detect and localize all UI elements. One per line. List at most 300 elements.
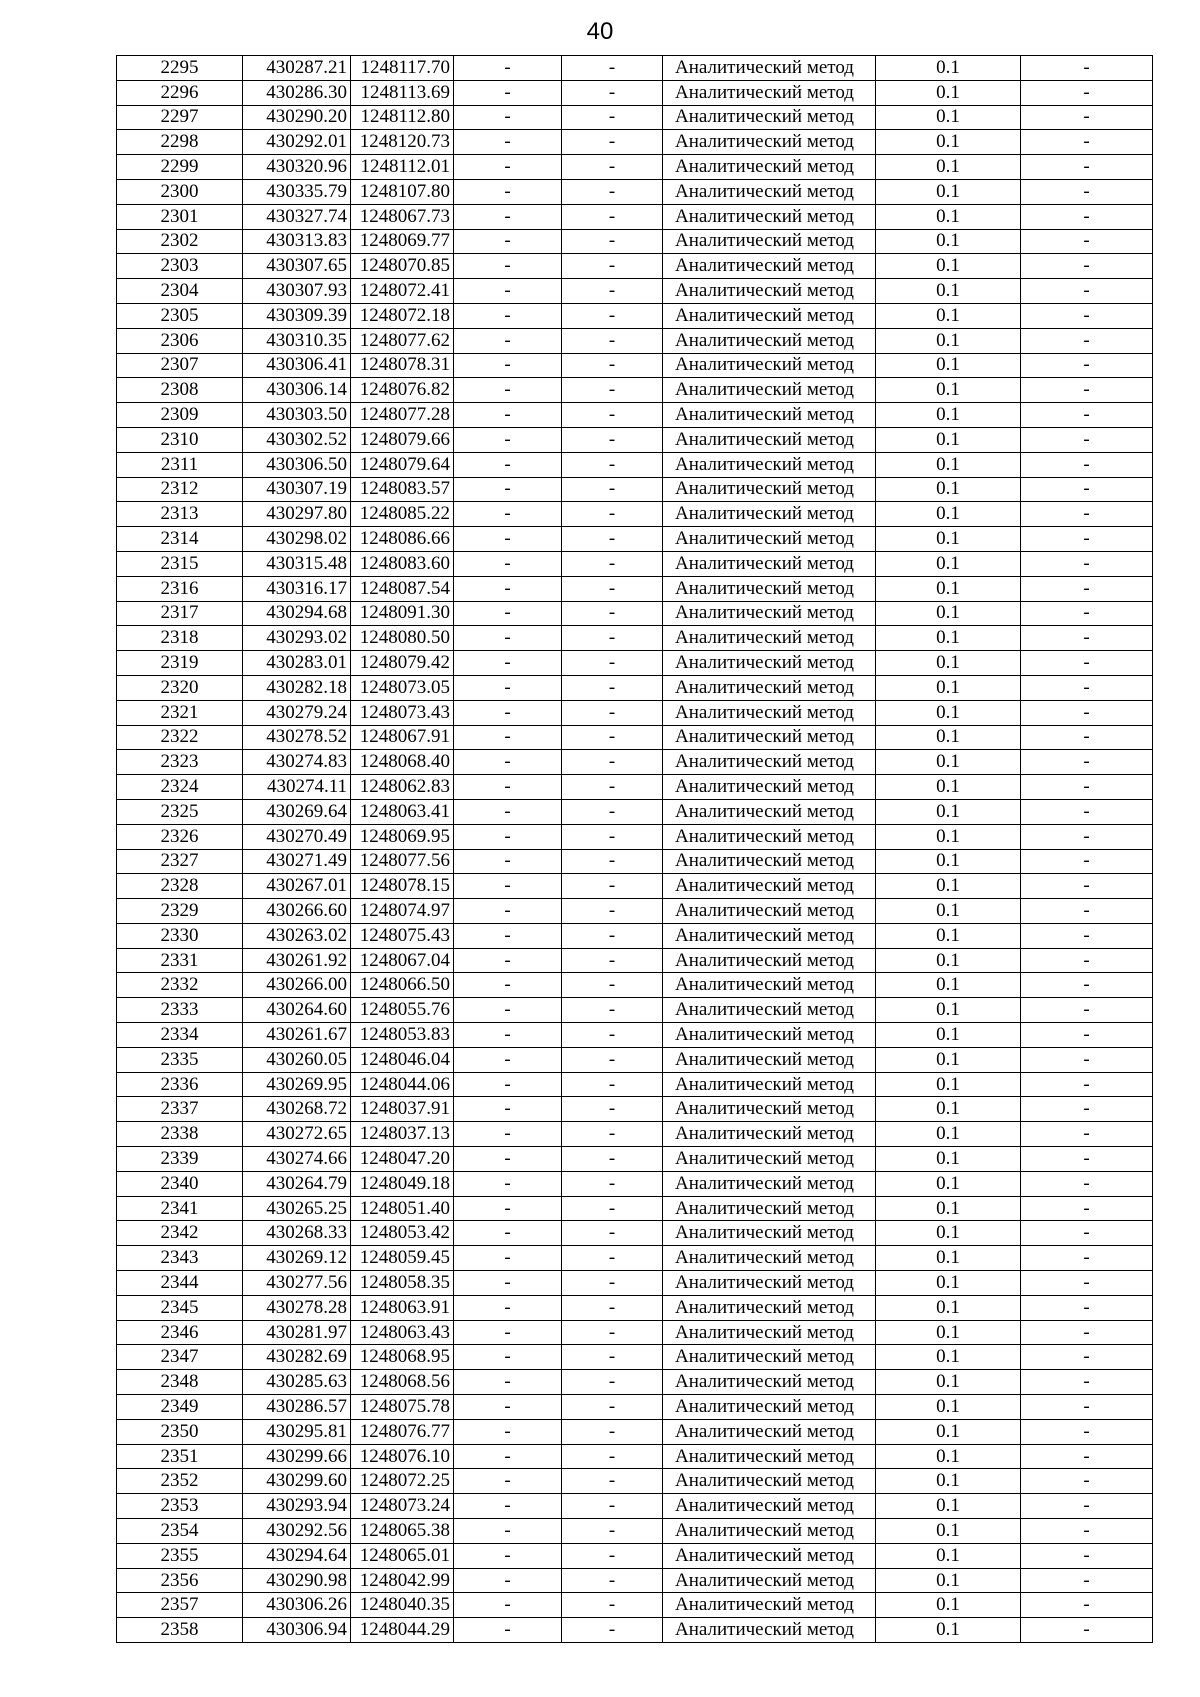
column-4-cell: - (454, 675, 562, 700)
column-8-cell: - (1021, 279, 1153, 304)
point-number-cell: 2338 (117, 1122, 243, 1147)
y-coordinate-cell: 1248065.01 (351, 1543, 454, 1568)
x-coordinate-cell: 430299.66 (243, 1444, 351, 1469)
column-5-cell: - (562, 601, 663, 626)
method-cell: Аналитический метод (663, 179, 876, 204)
x-coordinate-cell: 430307.65 (243, 254, 351, 279)
accuracy-cell: 0.1 (876, 923, 1021, 948)
column-8-cell: - (1021, 700, 1153, 725)
x-coordinate-cell: 430282.18 (243, 675, 351, 700)
point-number-cell: 2354 (117, 1519, 243, 1544)
column-4-cell: - (454, 403, 562, 428)
method-cell: Аналитический метод (663, 403, 876, 428)
accuracy-cell: 0.1 (876, 1122, 1021, 1147)
x-coordinate-cell: 430267.01 (243, 874, 351, 899)
column-5-cell: - (562, 824, 663, 849)
table-row (117, 799, 1153, 824)
column-8-cell: - (1021, 56, 1153, 81)
accuracy-cell: 0.1 (876, 1494, 1021, 1519)
accuracy-cell: 0.1 (876, 750, 1021, 775)
column-8-cell: - (1021, 824, 1153, 849)
method-cell: Аналитический метод (663, 56, 876, 81)
x-coordinate-cell: 430264.60 (243, 998, 351, 1023)
x-coordinate-cell: 430274.66 (243, 1147, 351, 1172)
table-row (117, 254, 1153, 279)
point-number-cell: 2337 (117, 1097, 243, 1122)
point-number-cell: 2353 (117, 1494, 243, 1519)
method-cell: Аналитический метод (663, 1147, 876, 1172)
x-coordinate-cell: 430269.95 (243, 1072, 351, 1097)
table-row (117, 353, 1153, 378)
x-coordinate-cell: 430268.72 (243, 1097, 351, 1122)
point-number-cell: 2316 (117, 576, 243, 601)
coordinates-table (116, 55, 1153, 1643)
method-cell: Аналитический метод (663, 130, 876, 155)
column-8-cell: - (1021, 179, 1153, 204)
accuracy-cell: 0.1 (876, 1419, 1021, 1444)
accuracy-cell: 0.1 (876, 1345, 1021, 1370)
column-4-cell: - (454, 1171, 562, 1196)
point-number-cell: 2313 (117, 502, 243, 527)
table-row (117, 651, 1153, 676)
table-row (117, 229, 1153, 254)
column-5-cell: - (562, 675, 663, 700)
column-5-cell: - (562, 105, 663, 130)
column-4-cell: - (454, 1345, 562, 1370)
column-4-cell: - (454, 1072, 562, 1097)
point-number-cell: 2317 (117, 601, 243, 626)
method-cell: Аналитический метод (663, 626, 876, 651)
method-cell: Аналитический метод (663, 1593, 876, 1618)
accuracy-cell: 0.1 (876, 328, 1021, 353)
x-coordinate-cell: 430278.28 (243, 1295, 351, 1320)
y-coordinate-cell: 1248075.78 (351, 1395, 454, 1420)
method-cell: Аналитический метод (663, 923, 876, 948)
table-row (117, 1023, 1153, 1048)
point-number-cell: 2347 (117, 1345, 243, 1370)
column-8-cell: - (1021, 576, 1153, 601)
table-row (117, 601, 1153, 626)
y-coordinate-cell: 1248051.40 (351, 1196, 454, 1221)
y-coordinate-cell: 1248058.35 (351, 1271, 454, 1296)
accuracy-cell: 0.1 (876, 849, 1021, 874)
method-cell: Аналитический метод (663, 775, 876, 800)
table-row (117, 527, 1153, 552)
y-coordinate-cell: 1248047.20 (351, 1147, 454, 1172)
y-coordinate-cell: 1248065.38 (351, 1519, 454, 1544)
column-5-cell: - (562, 303, 663, 328)
method-cell: Аналитический метод (663, 378, 876, 403)
column-4-cell: - (454, 1122, 562, 1147)
column-5-cell: - (562, 477, 663, 502)
x-coordinate-cell: 430266.00 (243, 973, 351, 998)
table-row (117, 378, 1153, 403)
y-coordinate-cell: 1248078.31 (351, 353, 454, 378)
x-coordinate-cell: 430320.96 (243, 155, 351, 180)
x-coordinate-cell: 430286.57 (243, 1395, 351, 1420)
column-4-cell: - (454, 700, 562, 725)
table-row (117, 1568, 1153, 1593)
accuracy-cell: 0.1 (876, 874, 1021, 899)
y-coordinate-cell: 1248073.24 (351, 1494, 454, 1519)
table-row (117, 775, 1153, 800)
x-coordinate-cell: 430266.60 (243, 899, 351, 924)
x-coordinate-cell: 430277.56 (243, 1271, 351, 1296)
column-4-cell: - (454, 1246, 562, 1271)
y-coordinate-cell: 1248078.15 (351, 874, 454, 899)
method-cell: Аналитический метод (663, 1072, 876, 1097)
column-5-cell: - (562, 130, 663, 155)
table-row (117, 700, 1153, 725)
page-number: 40 (586, 18, 614, 45)
point-number-cell: 2357 (117, 1593, 243, 1618)
y-coordinate-cell: 1248085.22 (351, 502, 454, 527)
accuracy-cell: 0.1 (876, 626, 1021, 651)
column-8-cell: - (1021, 1345, 1153, 1370)
column-8-cell: - (1021, 1320, 1153, 1345)
point-number-cell: 2319 (117, 651, 243, 676)
table-row (117, 1320, 1153, 1345)
point-number-cell: 2308 (117, 378, 243, 403)
point-number-cell: 2327 (117, 849, 243, 874)
method-cell: Аналитический метод (663, 328, 876, 353)
accuracy-cell: 0.1 (876, 700, 1021, 725)
column-4-cell: - (454, 998, 562, 1023)
point-number-cell: 2318 (117, 626, 243, 651)
point-number-cell: 2304 (117, 279, 243, 304)
table-row (117, 824, 1153, 849)
method-cell: Аналитический метод (663, 1568, 876, 1593)
column-5-cell: - (562, 204, 663, 229)
point-number-cell: 2314 (117, 527, 243, 552)
point-number-cell: 2350 (117, 1419, 243, 1444)
table-row (117, 1097, 1153, 1122)
method-cell: Аналитический метод (663, 551, 876, 576)
x-coordinate-cell: 430307.19 (243, 477, 351, 502)
y-coordinate-cell: 1248037.13 (351, 1122, 454, 1147)
x-coordinate-cell: 430282.69 (243, 1345, 351, 1370)
column-4-cell: - (454, 1271, 562, 1296)
column-8-cell: - (1021, 973, 1153, 998)
y-coordinate-cell: 1248055.76 (351, 998, 454, 1023)
table-row (117, 750, 1153, 775)
y-coordinate-cell: 1248067.73 (351, 204, 454, 229)
y-coordinate-cell: 1248044.29 (351, 1618, 454, 1643)
point-number-cell: 2358 (117, 1618, 243, 1643)
accuracy-cell: 0.1 (876, 576, 1021, 601)
column-8-cell: - (1021, 923, 1153, 948)
point-number-cell: 2306 (117, 328, 243, 353)
column-5-cell: - (562, 378, 663, 403)
column-4-cell: - (454, 452, 562, 477)
column-8-cell: - (1021, 750, 1153, 775)
column-4-cell: - (454, 1370, 562, 1395)
point-number-cell: 2324 (117, 775, 243, 800)
x-coordinate-cell: 430298.02 (243, 527, 351, 552)
column-5-cell: - (562, 1345, 663, 1370)
accuracy-cell: 0.1 (876, 80, 1021, 105)
accuracy-cell: 0.1 (876, 353, 1021, 378)
x-coordinate-cell: 430283.01 (243, 651, 351, 676)
column-5-cell: - (562, 1370, 663, 1395)
column-8-cell: - (1021, 1419, 1153, 1444)
method-cell: Аналитический метод (663, 254, 876, 279)
x-coordinate-cell: 430302.52 (243, 427, 351, 452)
method-cell: Аналитический метод (663, 105, 876, 130)
column-8-cell: - (1021, 1519, 1153, 1544)
column-5-cell: - (562, 700, 663, 725)
table-row (117, 1196, 1153, 1221)
accuracy-cell: 0.1 (876, 998, 1021, 1023)
column-5-cell: - (562, 750, 663, 775)
column-5-cell: - (562, 1271, 663, 1296)
column-4-cell: - (454, 551, 562, 576)
point-number-cell: 2339 (117, 1147, 243, 1172)
point-number-cell: 2330 (117, 923, 243, 948)
method-cell: Аналитический метод (663, 427, 876, 452)
column-4-cell: - (454, 477, 562, 502)
point-number-cell: 2329 (117, 899, 243, 924)
table-body (117, 56, 1153, 1643)
x-coordinate-cell: 430335.79 (243, 179, 351, 204)
column-8-cell: - (1021, 1444, 1153, 1469)
point-number-cell: 2300 (117, 179, 243, 204)
method-cell: Аналитический метод (663, 948, 876, 973)
y-coordinate-cell: 1248053.83 (351, 1023, 454, 1048)
column-5-cell: - (562, 899, 663, 924)
method-cell: Аналитический метод (663, 1444, 876, 1469)
point-number-cell: 2342 (117, 1221, 243, 1246)
column-8-cell: - (1021, 775, 1153, 800)
table-row (117, 1295, 1153, 1320)
method-cell: Аналитический метод (663, 303, 876, 328)
method-cell: Аналитический метод (663, 576, 876, 601)
y-coordinate-cell: 1248112.80 (351, 105, 454, 130)
point-number-cell: 2334 (117, 1023, 243, 1048)
accuracy-cell: 0.1 (876, 1271, 1021, 1296)
method-cell: Аналитический метод (663, 1271, 876, 1296)
table-row (117, 1345, 1153, 1370)
column-8-cell: - (1021, 725, 1153, 750)
method-cell: Аналитический метод (663, 998, 876, 1023)
point-number-cell: 2299 (117, 155, 243, 180)
method-cell: Аналитический метод (663, 1023, 876, 1048)
column-4-cell: - (454, 130, 562, 155)
column-8-cell: - (1021, 1593, 1153, 1618)
column-4-cell: - (454, 849, 562, 874)
y-coordinate-cell: 1248063.41 (351, 799, 454, 824)
table-row (117, 303, 1153, 328)
table-row (117, 80, 1153, 105)
column-5-cell: - (562, 775, 663, 800)
point-number-cell: 2326 (117, 824, 243, 849)
y-coordinate-cell: 1248070.85 (351, 254, 454, 279)
point-number-cell: 2343 (117, 1246, 243, 1271)
column-5-cell: - (562, 799, 663, 824)
accuracy-cell: 0.1 (876, 1246, 1021, 1271)
table-row (117, 1072, 1153, 1097)
column-4-cell: - (454, 279, 562, 304)
column-5-cell: - (562, 1147, 663, 1172)
y-coordinate-cell: 1248077.62 (351, 328, 454, 353)
column-5-cell: - (562, 551, 663, 576)
accuracy-cell: 0.1 (876, 527, 1021, 552)
column-5-cell: - (562, 527, 663, 552)
y-coordinate-cell: 1248107.80 (351, 179, 454, 204)
column-8-cell: - (1021, 849, 1153, 874)
table-row (117, 1593, 1153, 1618)
column-5-cell: - (562, 1023, 663, 1048)
column-8-cell: - (1021, 1097, 1153, 1122)
y-coordinate-cell: 1248069.77 (351, 229, 454, 254)
table-row (117, 626, 1153, 651)
method-cell: Аналитический метод (663, 155, 876, 180)
table-row (117, 179, 1153, 204)
column-8-cell: - (1021, 1171, 1153, 1196)
method-cell: Аналитический метод (663, 1221, 876, 1246)
method-cell: Аналитический метод (663, 1519, 876, 1544)
accuracy-cell: 0.1 (876, 1618, 1021, 1643)
column-8-cell: - (1021, 1147, 1153, 1172)
table-row (117, 427, 1153, 452)
column-8-cell: - (1021, 874, 1153, 899)
accuracy-cell: 0.1 (876, 1097, 1021, 1122)
column-8-cell: - (1021, 1246, 1153, 1271)
method-cell: Аналитический метод (663, 899, 876, 924)
y-coordinate-cell: 1248063.43 (351, 1320, 454, 1345)
column-4-cell: - (454, 155, 562, 180)
column-8-cell: - (1021, 1271, 1153, 1296)
column-5-cell: - (562, 576, 663, 601)
accuracy-cell: 0.1 (876, 1196, 1021, 1221)
point-number-cell: 2322 (117, 725, 243, 750)
table-row (117, 1147, 1153, 1172)
accuracy-cell: 0.1 (876, 502, 1021, 527)
x-coordinate-cell: 430274.83 (243, 750, 351, 775)
column-8-cell: - (1021, 403, 1153, 428)
y-coordinate-cell: 1248072.41 (351, 279, 454, 304)
column-5-cell: - (562, 923, 663, 948)
table-row (117, 1370, 1153, 1395)
y-coordinate-cell: 1248068.95 (351, 1345, 454, 1370)
accuracy-cell: 0.1 (876, 130, 1021, 155)
x-coordinate-cell: 430303.50 (243, 403, 351, 428)
column-4-cell: - (454, 1469, 562, 1494)
method-cell: Аналитический метод (663, 1320, 876, 1345)
x-coordinate-cell: 430293.02 (243, 626, 351, 651)
column-4-cell: - (454, 1618, 562, 1643)
y-coordinate-cell: 1248076.10 (351, 1444, 454, 1469)
y-coordinate-cell: 1248075.43 (351, 923, 454, 948)
accuracy-cell: 0.1 (876, 973, 1021, 998)
column-5-cell: - (562, 1618, 663, 1643)
column-4-cell: - (454, 1568, 562, 1593)
x-coordinate-cell: 430292.01 (243, 130, 351, 155)
point-number-cell: 2309 (117, 403, 243, 428)
x-coordinate-cell: 430290.20 (243, 105, 351, 130)
method-cell: Аналитический метод (663, 1618, 876, 1643)
x-coordinate-cell: 430306.94 (243, 1618, 351, 1643)
column-8-cell: - (1021, 229, 1153, 254)
column-4-cell: - (454, 576, 562, 601)
point-number-cell: 2341 (117, 1196, 243, 1221)
y-coordinate-cell: 1248120.73 (351, 130, 454, 155)
point-number-cell: 2335 (117, 1047, 243, 1072)
table-row (117, 1047, 1153, 1072)
point-number-cell: 2344 (117, 1271, 243, 1296)
table-row (117, 1519, 1153, 1544)
column-5-cell: - (562, 651, 663, 676)
column-8-cell: - (1021, 899, 1153, 924)
column-4-cell: - (454, 1419, 562, 1444)
accuracy-cell: 0.1 (876, 452, 1021, 477)
method-cell: Аналитический метод (663, 874, 876, 899)
point-number-cell: 2333 (117, 998, 243, 1023)
x-coordinate-cell: 430306.14 (243, 378, 351, 403)
method-cell: Аналитический метод (663, 700, 876, 725)
point-number-cell: 2311 (117, 452, 243, 477)
method-cell: Аналитический метод (663, 824, 876, 849)
y-coordinate-cell: 1248073.43 (351, 700, 454, 725)
accuracy-cell: 0.1 (876, 1519, 1021, 1544)
column-5-cell: - (562, 56, 663, 81)
x-coordinate-cell: 430297.80 (243, 502, 351, 527)
y-coordinate-cell: 1248086.66 (351, 527, 454, 552)
y-coordinate-cell: 1248077.28 (351, 403, 454, 428)
column-8-cell: - (1021, 130, 1153, 155)
column-4-cell: - (454, 725, 562, 750)
point-number-cell: 2303 (117, 254, 243, 279)
x-coordinate-cell: 430316.17 (243, 576, 351, 601)
column-5-cell: - (562, 1122, 663, 1147)
column-8-cell: - (1021, 1122, 1153, 1147)
column-5-cell: - (562, 998, 663, 1023)
y-coordinate-cell: 1248068.56 (351, 1370, 454, 1395)
table-row (117, 923, 1153, 948)
x-coordinate-cell: 430295.81 (243, 1419, 351, 1444)
column-5-cell: - (562, 1444, 663, 1469)
method-cell: Аналитический метод (663, 1196, 876, 1221)
accuracy-cell: 0.1 (876, 427, 1021, 452)
column-5-cell: - (562, 1171, 663, 1196)
column-4-cell: - (454, 303, 562, 328)
column-4-cell: - (454, 923, 562, 948)
accuracy-cell: 0.1 (876, 254, 1021, 279)
column-4-cell: - (454, 105, 562, 130)
x-coordinate-cell: 430310.35 (243, 328, 351, 353)
point-number-cell: 2345 (117, 1295, 243, 1320)
accuracy-cell: 0.1 (876, 799, 1021, 824)
y-coordinate-cell: 1248072.25 (351, 1469, 454, 1494)
point-number-cell: 2355 (117, 1543, 243, 1568)
table-row (117, 948, 1153, 973)
accuracy-cell: 0.1 (876, 1023, 1021, 1048)
method-cell: Аналитический метод (663, 1295, 876, 1320)
point-number-cell: 2352 (117, 1469, 243, 1494)
table-row (117, 279, 1153, 304)
x-coordinate-cell: 430270.49 (243, 824, 351, 849)
accuracy-cell: 0.1 (876, 204, 1021, 229)
x-coordinate-cell: 430313.83 (243, 229, 351, 254)
column-8-cell: - (1021, 1047, 1153, 1072)
table-row (117, 403, 1153, 428)
x-coordinate-cell: 430309.39 (243, 303, 351, 328)
x-coordinate-cell: 430299.60 (243, 1469, 351, 1494)
point-number-cell: 2297 (117, 105, 243, 130)
column-4-cell: - (454, 328, 562, 353)
method-cell: Аналитический метод (663, 80, 876, 105)
column-8-cell: - (1021, 626, 1153, 651)
